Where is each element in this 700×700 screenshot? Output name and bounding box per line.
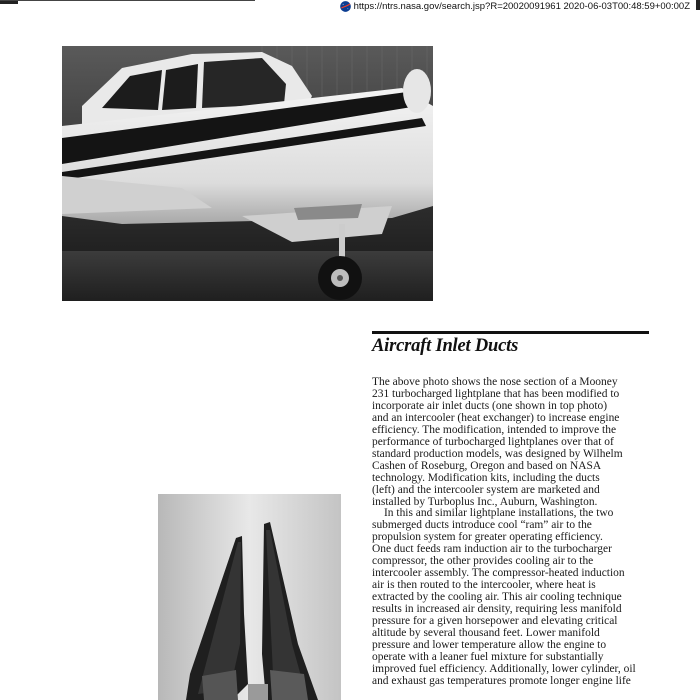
body-line: efficiency. The modification, intended to improve the [372,423,617,436]
nasa-meatball-icon [340,1,351,12]
article-title: Aircraft Inlet Ducts [372,336,519,356]
article-body [372,377,657,688]
body-line: technology. Modification kits, including the ducts [372,471,600,484]
body-line: In this and similar lightplane installations, the two [384,507,614,520]
body-line: and exhaust gas temperatures promote longer engine life [372,674,631,687]
body-line: propulsion system for greater operating efficiency. [372,531,603,544]
body-line: intercooler assembly. The compressor-heated induction [372,567,625,580]
aircraft-nose-photo [62,46,433,301]
body-line: and an intercooler (heat exchanger) to increase engine [372,411,620,424]
body-line: The above photo shows the nose section of a Mooney [372,376,618,388]
body-line: compressor, the other provides cooling air to the [372,555,594,568]
body-line: (left) and the intercooler system are marketed and [372,483,600,496]
aircraft-nose-photo-graphic [62,46,433,301]
body-line: submerged ducts introduce cool “ram” air to the [372,519,592,532]
body-line: extracted by the cooling air. This air cooling technique [372,591,622,604]
source-bar [340,0,690,12]
body-line: performance of turbocharged lightplanes over that of [372,435,614,448]
inlet-ducts-photo [158,494,341,700]
scan-top-edge [0,0,255,1]
heading-rule [372,331,649,334]
body-line: Cashen of Roseburg, Oregon and based on NASA [372,459,602,472]
source-url-text[interactable]: https://ntrs.nasa.gov/search.jsp?R=20020091961 2020-06-03T00:48:59+00:00Z [353,0,690,12]
scan-corner-mark-right [696,0,700,10]
body-line: One duct feeds ram induction air to the turbocharger [372,543,612,556]
body-line: installed by Turboplus Inc., Auburn, Washington. [372,495,598,508]
body-line: standard production models, was designed by Wilhelm [372,447,623,460]
body-line: incorporate air inlet ducts (one shown in top photo) [372,399,608,412]
body-line: improved fuel efficiency. Additionally, lower cylinder, oil [372,662,636,675]
body-line: pressure for a given horsepower and elevating critical [372,615,618,628]
body-line: operate with a leaner fuel mixture for substantially [372,650,604,663]
body-line: 231 turbocharged lightplane that has been modified to [372,387,620,400]
inlet-ducts-photo-graphic [158,494,341,700]
body-line: pressure and lower temperature allow the engine to [372,638,607,651]
body-line: results in increased air density, requiring less manifold [372,603,622,616]
body-line: air is then routed to the intercooler, where heat is [372,579,596,592]
body-line: altitude by several thousand feet. Lower manifold [372,627,600,640]
